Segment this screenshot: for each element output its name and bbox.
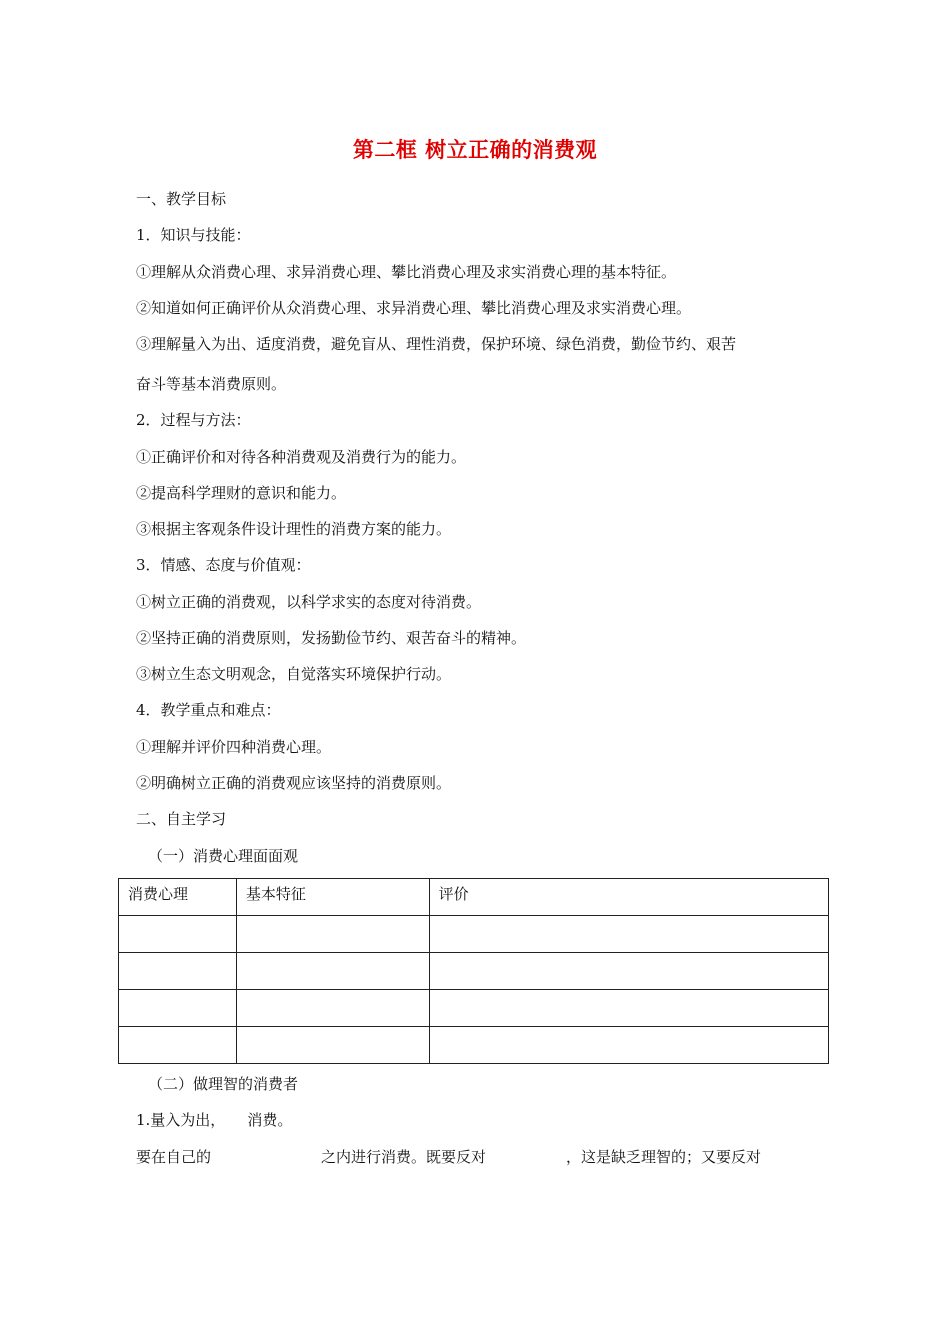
table-cell[interactable] [119, 916, 237, 953]
table-cell[interactable] [429, 916, 828, 953]
table-cell[interactable] [119, 953, 237, 990]
table-header-cell: 评价 [429, 879, 828, 916]
table-header-row [119, 879, 829, 916]
list-item: ①树立正确的消费观，以科学求实的态度对待消费。 [136, 593, 482, 611]
fill-text: 1.量入为出， [136, 1111, 226, 1129]
subheading-process: 2．过程与方法： [136, 411, 251, 429]
subheading-key-points: 4．教学重点和难点： [136, 701, 281, 719]
subheading-values: 3．情感、态度与价值观： [136, 556, 311, 574]
heading-teaching-goals: 一、教学目标 [136, 190, 227, 208]
list-item-continued: 奋斗等基本消费原则。 [136, 375, 287, 393]
consumer-psychology-table [118, 878, 829, 1064]
table-cell[interactable] [236, 990, 429, 1027]
subheading-knowledge: 1．知识与技能： [136, 226, 251, 244]
list-item: ②提高科学理财的意识和能力。 [136, 484, 347, 502]
fill-in-item-1 [136, 1110, 292, 1130]
list-item: ②坚持正确的消费原则，发扬勤俭节约、艰苦奋斗的精神。 [136, 629, 527, 647]
heading-self-study: 二、自主学习 [136, 810, 227, 828]
table-header-cell: 消费心理 [119, 879, 237, 916]
table-cell[interactable] [236, 916, 429, 953]
fill-text: ，这是缺乏理智的；又要反对 [566, 1148, 762, 1166]
fill-text: 消费。 [247, 1111, 293, 1129]
table-cell[interactable] [236, 1027, 429, 1064]
table-row [119, 990, 829, 1027]
table-cell[interactable] [119, 1027, 237, 1064]
table-cell[interactable] [429, 990, 828, 1027]
fill-in-paragraph [136, 1147, 761, 1167]
document-title: 第二框 树立正确的消费观 [352, 138, 598, 162]
table-cell[interactable] [429, 953, 828, 990]
table-cell[interactable] [236, 953, 429, 990]
list-item: ②知道如何正确评价从众消费心理、求异消费心理、攀比消费心理及求实消费心理。 [136, 299, 692, 317]
list-item: ③树立生态文明观念，自觉落实环境保护行动。 [136, 665, 452, 683]
subheading-consumer-psychology: （一）消费心理面面观 [148, 847, 299, 865]
table-cell[interactable] [429, 1027, 828, 1064]
table-cell[interactable] [119, 990, 237, 1027]
subheading-rational-consumer: （二）做理智的消费者 [148, 1075, 299, 1093]
list-item: ①理解并评价四种消费心理。 [136, 738, 332, 756]
fill-text: 之内进行消费。既要反对 [321, 1148, 487, 1166]
list-item: ③根据主客观条件设计理性的消费方案的能力。 [136, 520, 452, 538]
table-row [119, 916, 829, 953]
fill-text: 要在自己的 [136, 1148, 212, 1166]
table-row [119, 953, 829, 990]
table-row [119, 1027, 829, 1064]
list-item: ③理解量入为出、适度消费，避免盲从、理性消费，保护环境、绿色消费，勤俭节约、艰苦 [136, 335, 737, 353]
list-item: ①正确评价和对待各种消费观及消费行为的能力。 [136, 448, 467, 466]
list-item: ②明确树立正确的消费观应该坚持的消费原则。 [136, 774, 452, 792]
list-item: ①理解从众消费心理、求异消费心理、攀比消费心理及求实消费心理的基本特征。 [136, 263, 677, 281]
table-header-cell: 基本特征 [236, 879, 429, 916]
